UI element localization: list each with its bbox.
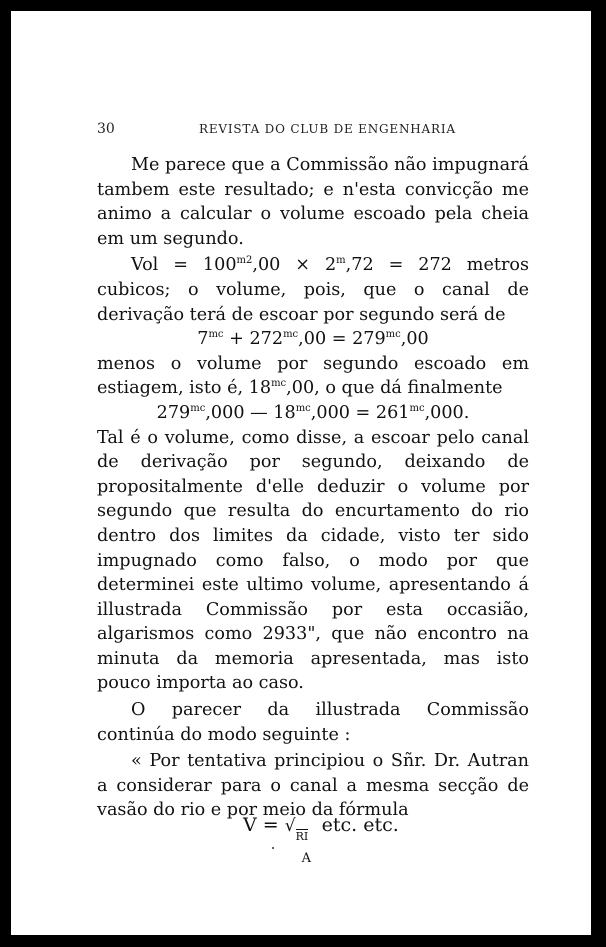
paragraph-2 [97,253,529,327]
running-title: REVISTA DO CLUB DE ENGENHARIA [199,122,456,136]
equation-2 [97,401,529,426]
paragraph-4: Tal é o volume, como disse, a escoar pelo canal de derivação por segundo, deixando de propositalmente d'elle deduzir o volume por segundo que resulta do encurtamento do rio dentro dos limites da cidade, visto ter sido impugnado como falso, o modo por que determinei este ultimo volume, apresentando á illustrada Commissão por esta occasião, algarismos como 2933", que não encontro na minuta da memoria apresentada, mas isto pouco importa ao caso. [97,427,529,694]
p2-text-c: ,72 = 272 metros cubicos; o volume, pois, que o canal de derivação terá de escoar por segundo será de [97,255,529,325]
eq2-sup-2: mc [295,402,311,414]
p2-sup-1: m2 [236,255,253,267]
eq1-sup-2: mc [283,329,299,341]
eq1-a: 7 [197,329,209,350]
page-number: 30 [97,121,115,137]
p2-text-b: ,00 × 2 [252,255,337,276]
paragraph-1: Me parece que a Commissão não impugnará tambem este resultado; e n'esta convicção me animo a calcular o volume escoado pela cheia em um segundo. [97,155,529,249]
radical-sign: √ [284,816,296,836]
p2-text-a: Vol = 100 [131,255,237,276]
eq2-d: ,000. [424,402,470,423]
eq1-sup-3: mc [385,329,401,341]
velocity-formula [243,814,399,866]
eq1-b: + 272 [223,329,284,350]
formula-tail: etc. etc. [315,814,399,836]
paragraph-3 [97,352,529,401]
eq1-c: ,00 = 279 [298,329,386,350]
book-page [11,11,591,935]
equation-1 [97,327,529,352]
paragraph-5: O parecer da illustrada Commissão continúa do modo seguinte : [97,700,529,745]
formula-numerator: RI [295,830,309,843]
p3-sup: mc [271,378,287,390]
eq1-sup-1: mc [208,329,224,341]
eq2-c: ,000 = 261 [310,402,410,423]
p2-sup-2: m [336,255,346,267]
eq2-b: ,000 — 18 [205,402,296,423]
formula-lhs: V = [243,814,285,836]
paragraph-6: « Por tentativa principiou o Sñr. Dr. Autran a considerar para o canal a mesma secção de vasão do rio e por meio da fórmula [97,751,529,821]
page-body [97,153,529,823]
eq2-sup-1: mc [190,402,206,414]
p3-text-a: menos o volume por segundo escoado em estiagem, isto é, 18 [97,353,529,399]
eq2-sup-3: mc [409,402,425,414]
ink-dot [272,847,274,849]
p3-text-b: ,00, o que dá finalmente [286,378,503,399]
formula-denominator: A [301,851,311,866]
eq2-a: 279 [156,402,191,423]
eq1-d: ,00 [400,329,429,350]
